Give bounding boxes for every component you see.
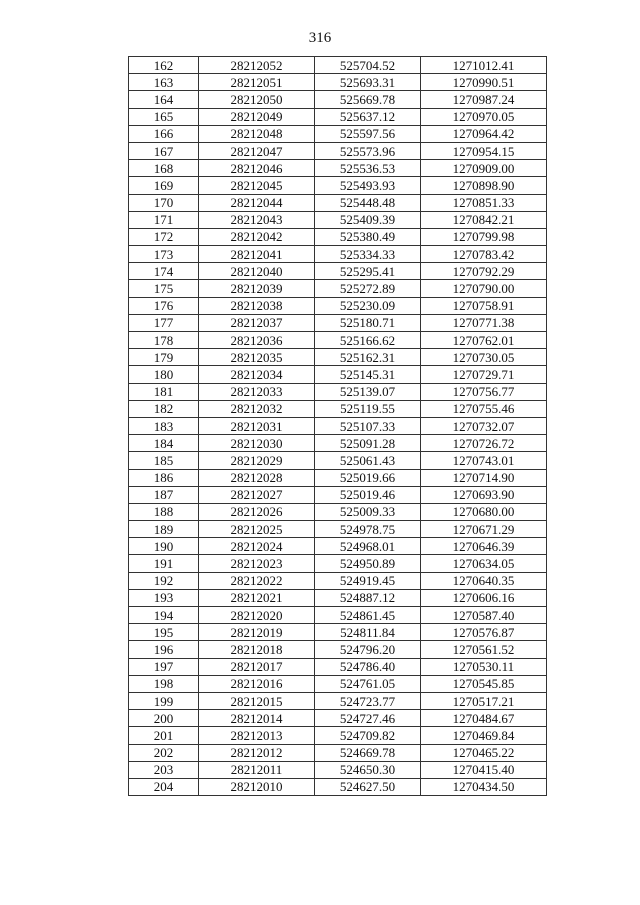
point-id-cell: 28212018: [199, 641, 315, 658]
point-number-cell: 196: [129, 641, 199, 658]
y-coordinate-cell: 1270640.35: [421, 572, 547, 589]
y-coordinate-cell: 1270415.40: [421, 761, 547, 778]
point-id-cell: 28212051: [199, 74, 315, 91]
table-row: [129, 142, 547, 159]
x-coordinate-cell: 525637.12: [315, 108, 421, 125]
y-coordinate-cell: 1270732.07: [421, 417, 547, 434]
y-coordinate-cell: 1270743.01: [421, 452, 547, 469]
table-row: [129, 435, 547, 452]
point-number-cell: 182: [129, 400, 199, 417]
table-row: [129, 692, 547, 709]
x-coordinate-cell: 525597.56: [315, 125, 421, 142]
y-coordinate-cell: 1270954.15: [421, 142, 547, 159]
point-number-cell: 191: [129, 555, 199, 572]
point-id-cell: 28212011: [199, 761, 315, 778]
point-number-cell: 184: [129, 435, 199, 452]
point-id-cell: 28212012: [199, 744, 315, 761]
point-number-cell: 175: [129, 280, 199, 297]
table-row: [129, 503, 547, 520]
point-number-cell: 198: [129, 675, 199, 692]
point-id-cell: 28212040: [199, 263, 315, 280]
x-coordinate-cell: 524950.89: [315, 555, 421, 572]
table-row: [129, 641, 547, 658]
point-id-cell: 28212024: [199, 538, 315, 555]
y-coordinate-cell: 1271012.41: [421, 57, 547, 74]
y-coordinate-cell: 1270898.90: [421, 177, 547, 194]
point-number-cell: 194: [129, 607, 199, 624]
table-body: [129, 57, 547, 796]
point-number-cell: 163: [129, 74, 199, 91]
table-row: [129, 297, 547, 314]
table-row: [129, 91, 547, 108]
table-row: [129, 349, 547, 366]
x-coordinate-cell: 524861.45: [315, 607, 421, 624]
point-number-cell: 173: [129, 246, 199, 263]
point-number-cell: 180: [129, 366, 199, 383]
point-id-cell: 28212049: [199, 108, 315, 125]
point-id-cell: 28212050: [199, 91, 315, 108]
y-coordinate-cell: 1270851.33: [421, 194, 547, 211]
x-coordinate-cell: 524811.84: [315, 624, 421, 641]
table-row: [129, 57, 547, 74]
point-number-cell: 203: [129, 761, 199, 778]
point-number-cell: 174: [129, 263, 199, 280]
point-id-cell: 28212047: [199, 142, 315, 159]
x-coordinate-cell: 525536.53: [315, 160, 421, 177]
table-row: [129, 469, 547, 486]
point-id-cell: 28212039: [199, 280, 315, 297]
x-coordinate-cell: 524786.40: [315, 658, 421, 675]
point-number-cell: 172: [129, 228, 199, 245]
y-coordinate-cell: 1270693.90: [421, 486, 547, 503]
point-number-cell: 188: [129, 503, 199, 520]
point-number-cell: 193: [129, 589, 199, 606]
y-coordinate-cell: 1270842.21: [421, 211, 547, 228]
x-coordinate-cell: 524627.50: [315, 778, 421, 795]
point-id-cell: 28212033: [199, 383, 315, 400]
point-id-cell: 28212025: [199, 521, 315, 538]
point-number-cell: 162: [129, 57, 199, 74]
y-coordinate-cell: 1270799.98: [421, 228, 547, 245]
table-row: [129, 314, 547, 331]
x-coordinate-cell: 525107.33: [315, 417, 421, 434]
table-row: [129, 108, 547, 125]
y-coordinate-cell: 1270680.00: [421, 503, 547, 520]
x-coordinate-cell: 525119.55: [315, 400, 421, 417]
x-coordinate-cell: 525295.41: [315, 263, 421, 280]
point-number-cell: 202: [129, 744, 199, 761]
point-id-cell: 28212030: [199, 435, 315, 452]
coordinates-table: [128, 56, 547, 796]
table-row: [129, 761, 547, 778]
point-number-cell: 166: [129, 125, 199, 142]
point-number-cell: 165: [129, 108, 199, 125]
x-coordinate-cell: 524796.20: [315, 641, 421, 658]
point-id-cell: 28212014: [199, 710, 315, 727]
point-number-cell: 186: [129, 469, 199, 486]
table-row: [129, 280, 547, 297]
point-id-cell: 28212020: [199, 607, 315, 624]
x-coordinate-cell: 524761.05: [315, 675, 421, 692]
y-coordinate-cell: 1270755.46: [421, 400, 547, 417]
point-id-cell: 28212032: [199, 400, 315, 417]
y-coordinate-cell: 1270730.05: [421, 349, 547, 366]
point-number-cell: 192: [129, 572, 199, 589]
x-coordinate-cell: 524650.30: [315, 761, 421, 778]
x-coordinate-cell: 525180.71: [315, 314, 421, 331]
y-coordinate-cell: 1270729.71: [421, 366, 547, 383]
table-row: [129, 228, 547, 245]
table-row: [129, 263, 547, 280]
x-coordinate-cell: 524919.45: [315, 572, 421, 589]
point-id-cell: 28212010: [199, 778, 315, 795]
x-coordinate-cell: 525019.66: [315, 469, 421, 486]
table-row: [129, 160, 547, 177]
x-coordinate-cell: 525061.43: [315, 452, 421, 469]
point-number-cell: 181: [129, 383, 199, 400]
table-row: [129, 74, 547, 91]
table-row: [129, 555, 547, 572]
table-row: [129, 538, 547, 555]
y-coordinate-cell: 1270434.50: [421, 778, 547, 795]
point-id-cell: 28212037: [199, 314, 315, 331]
x-coordinate-cell: 524727.46: [315, 710, 421, 727]
x-coordinate-cell: 525493.93: [315, 177, 421, 194]
point-number-cell: 204: [129, 778, 199, 795]
table-row: [129, 744, 547, 761]
point-id-cell: 28212013: [199, 727, 315, 744]
y-coordinate-cell: 1270758.91: [421, 297, 547, 314]
x-coordinate-cell: 525573.96: [315, 142, 421, 159]
point-id-cell: 28212022: [199, 572, 315, 589]
point-id-cell: 28212021: [199, 589, 315, 606]
point-id-cell: 28212017: [199, 658, 315, 675]
point-number-cell: 200: [129, 710, 199, 727]
x-coordinate-cell: 524978.75: [315, 521, 421, 538]
y-coordinate-cell: 1270671.29: [421, 521, 547, 538]
point-number-cell: 201: [129, 727, 199, 744]
point-number-cell: 177: [129, 314, 199, 331]
point-id-cell: 28212026: [199, 503, 315, 520]
y-coordinate-cell: 1270714.90: [421, 469, 547, 486]
point-number-cell: 179: [129, 349, 199, 366]
point-number-cell: 176: [129, 297, 199, 314]
point-number-cell: 195: [129, 624, 199, 641]
table-row: [129, 486, 547, 503]
y-coordinate-cell: 1270756.77: [421, 383, 547, 400]
y-coordinate-cell: 1270646.39: [421, 538, 547, 555]
point-number-cell: 178: [129, 332, 199, 349]
x-coordinate-cell: 524887.12: [315, 589, 421, 606]
x-coordinate-cell: 524968.01: [315, 538, 421, 555]
y-coordinate-cell: 1270964.42: [421, 125, 547, 142]
y-coordinate-cell: 1270576.87: [421, 624, 547, 641]
table-row: [129, 383, 547, 400]
point-number-cell: 168: [129, 160, 199, 177]
x-coordinate-cell: 525409.39: [315, 211, 421, 228]
table-row: [129, 572, 547, 589]
x-coordinate-cell: 525019.46: [315, 486, 421, 503]
y-coordinate-cell: 1270530.11: [421, 658, 547, 675]
point-number-cell: 197: [129, 658, 199, 675]
table-row: [129, 211, 547, 228]
y-coordinate-cell: 1270545.85: [421, 675, 547, 692]
point-number-cell: 164: [129, 91, 199, 108]
point-number-cell: 169: [129, 177, 199, 194]
x-coordinate-cell: 524669.78: [315, 744, 421, 761]
table-row: [129, 778, 547, 795]
table-row: [129, 727, 547, 744]
table-row: [129, 125, 547, 142]
table-row: [129, 607, 547, 624]
y-coordinate-cell: 1270790.00: [421, 280, 547, 297]
point-id-cell: 28212029: [199, 452, 315, 469]
x-coordinate-cell: 525693.31: [315, 74, 421, 91]
y-coordinate-cell: 1270990.51: [421, 74, 547, 91]
page-number: 316: [308, 30, 332, 46]
y-coordinate-cell: 1270465.22: [421, 744, 547, 761]
point-id-cell: 28212016: [199, 675, 315, 692]
table-row: [129, 452, 547, 469]
point-number-cell: 171: [129, 211, 199, 228]
point-id-cell: 28212015: [199, 692, 315, 709]
table-row: [129, 658, 547, 675]
y-coordinate-cell: 1270726.72: [421, 435, 547, 452]
table-row: [129, 246, 547, 263]
point-number-cell: 187: [129, 486, 199, 503]
point-number-cell: 170: [129, 194, 199, 211]
y-coordinate-cell: 1270987.24: [421, 91, 547, 108]
point-id-cell: 28212023: [199, 555, 315, 572]
y-coordinate-cell: 1270634.05: [421, 555, 547, 572]
table-row: [129, 417, 547, 434]
y-coordinate-cell: 1270792.29: [421, 263, 547, 280]
x-coordinate-cell: 525139.07: [315, 383, 421, 400]
x-coordinate-cell: 524709.82: [315, 727, 421, 744]
x-coordinate-cell: 525230.09: [315, 297, 421, 314]
y-coordinate-cell: 1270587.40: [421, 607, 547, 624]
y-coordinate-cell: 1270771.38: [421, 314, 547, 331]
point-number-cell: 189: [129, 521, 199, 538]
point-id-cell: 28212031: [199, 417, 315, 434]
point-id-cell: 28212036: [199, 332, 315, 349]
table-row: [129, 366, 547, 383]
point-id-cell: 28212038: [199, 297, 315, 314]
table-row: [129, 589, 547, 606]
table-row: [129, 710, 547, 727]
x-coordinate-cell: 525162.31: [315, 349, 421, 366]
y-coordinate-cell: 1270561.52: [421, 641, 547, 658]
x-coordinate-cell: 525145.31: [315, 366, 421, 383]
table-row: [129, 675, 547, 692]
table-row: [129, 177, 547, 194]
point-id-cell: 28212046: [199, 160, 315, 177]
point-number-cell: 183: [129, 417, 199, 434]
y-coordinate-cell: 1270606.16: [421, 589, 547, 606]
point-id-cell: 28212048: [199, 125, 315, 142]
point-id-cell: 28212019: [199, 624, 315, 641]
x-coordinate-cell: 525272.89: [315, 280, 421, 297]
y-coordinate-cell: 1270517.21: [421, 692, 547, 709]
point-id-cell: 28212045: [199, 177, 315, 194]
x-coordinate-cell: 525009.33: [315, 503, 421, 520]
table-row: [129, 521, 547, 538]
y-coordinate-cell: 1270783.42: [421, 246, 547, 263]
table-row: [129, 332, 547, 349]
point-id-cell: 28212035: [199, 349, 315, 366]
x-coordinate-cell: 525669.78: [315, 91, 421, 108]
point-id-cell: 28212027: [199, 486, 315, 503]
point-id-cell: 28212042: [199, 228, 315, 245]
point-number-cell: 199: [129, 692, 199, 709]
y-coordinate-cell: 1270970.05: [421, 108, 547, 125]
point-number-cell: 167: [129, 142, 199, 159]
x-coordinate-cell: 525166.62: [315, 332, 421, 349]
point-id-cell: 28212028: [199, 469, 315, 486]
point-number-cell: 190: [129, 538, 199, 555]
table-row: [129, 400, 547, 417]
x-coordinate-cell: 525380.49: [315, 228, 421, 245]
y-coordinate-cell: 1270484.67: [421, 710, 547, 727]
y-coordinate-cell: 1270909.00: [421, 160, 547, 177]
y-coordinate-cell: 1270469.84: [421, 727, 547, 744]
point-id-cell: 28212034: [199, 366, 315, 383]
point-id-cell: 28212052: [199, 57, 315, 74]
point-id-cell: 28212044: [199, 194, 315, 211]
x-coordinate-cell: 525091.28: [315, 435, 421, 452]
y-coordinate-cell: 1270762.01: [421, 332, 547, 349]
x-coordinate-cell: 524723.77: [315, 692, 421, 709]
table-row: [129, 194, 547, 211]
x-coordinate-cell: 525334.33: [315, 246, 421, 263]
table-row: [129, 624, 547, 641]
x-coordinate-cell: 525448.48: [315, 194, 421, 211]
point-id-cell: 28212041: [199, 246, 315, 263]
point-number-cell: 185: [129, 452, 199, 469]
x-coordinate-cell: 525704.52: [315, 57, 421, 74]
point-id-cell: 28212043: [199, 211, 315, 228]
